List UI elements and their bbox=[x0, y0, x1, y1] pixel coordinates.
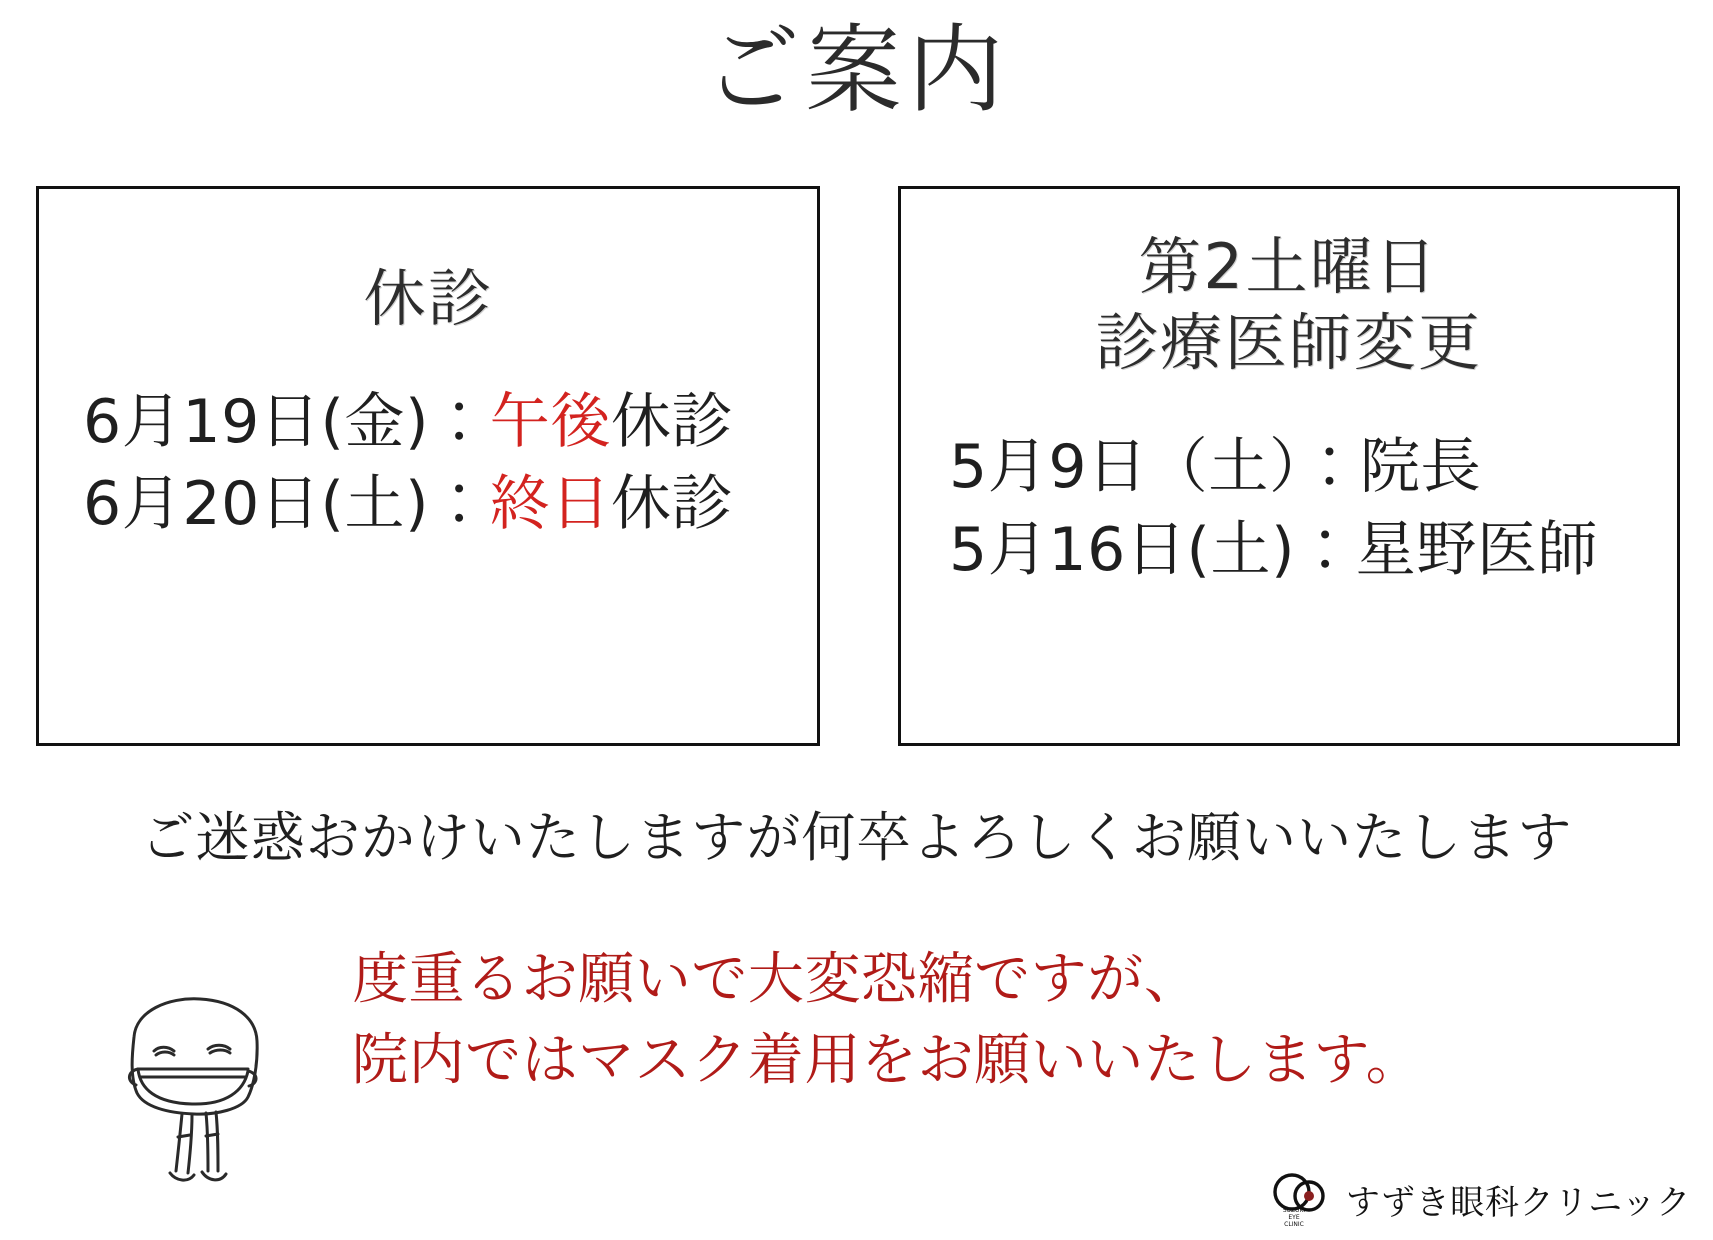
logo-text-line-1: SUZUKI bbox=[1282, 1207, 1306, 1214]
mask-request-note bbox=[352, 940, 1552, 1101]
doctor-change-entry-list bbox=[901, 426, 1677, 592]
closure-entry-suffix: 休診 bbox=[610, 469, 733, 540]
closure-entry-list bbox=[39, 381, 817, 547]
doctor-change-entry: 5月9日（土）：院長 bbox=[949, 432, 1482, 503]
closure-entry bbox=[57, 381, 799, 464]
closure-entry-date: 6月20日(土)： bbox=[83, 469, 490, 540]
closure-entry-date: 6月19日(金)： bbox=[83, 386, 490, 457]
doctor-change-heading-line2: 診療医師変更 bbox=[1095, 305, 1483, 379]
logo-text-line-2: EYE bbox=[1288, 1214, 1300, 1221]
mask-request-line1: 度重るお願いで大変恐縮ですが、 bbox=[352, 947, 1201, 1012]
doctor-change-entry: 5月16日(土)：星野医師 bbox=[949, 515, 1599, 586]
doctor-change-heading-line1: 第2土曜日 bbox=[1139, 230, 1439, 303]
masked-person-illustration bbox=[96, 985, 296, 1215]
doctor-change-heading bbox=[901, 229, 1677, 380]
page-title: ご案内 bbox=[703, 14, 1010, 126]
doctor-change-box bbox=[898, 186, 1680, 746]
closure-notice-box bbox=[36, 186, 820, 746]
logo-text-line-3: CLINIC bbox=[1284, 1221, 1304, 1228]
clinic-logo-icon bbox=[1268, 1168, 1332, 1230]
closure-entry-highlight: 午後 bbox=[489, 386, 611, 457]
closure-entry bbox=[57, 463, 799, 546]
mask-request-line2: 院内ではマスク着用をお願いいたします。 bbox=[352, 1027, 1423, 1093]
apology-text: ご迷惑おかけいたしますが何卒よろしくお願いいたします bbox=[140, 806, 1573, 869]
clinic-footer bbox=[1268, 1168, 1691, 1230]
clinic-name: すずき眼科クリニック bbox=[1345, 1182, 1691, 1223]
closure-entry-suffix: 休診 bbox=[610, 386, 733, 457]
closure-heading: 休診 bbox=[363, 262, 493, 335]
closure-entry-highlight: 終日 bbox=[489, 469, 611, 540]
